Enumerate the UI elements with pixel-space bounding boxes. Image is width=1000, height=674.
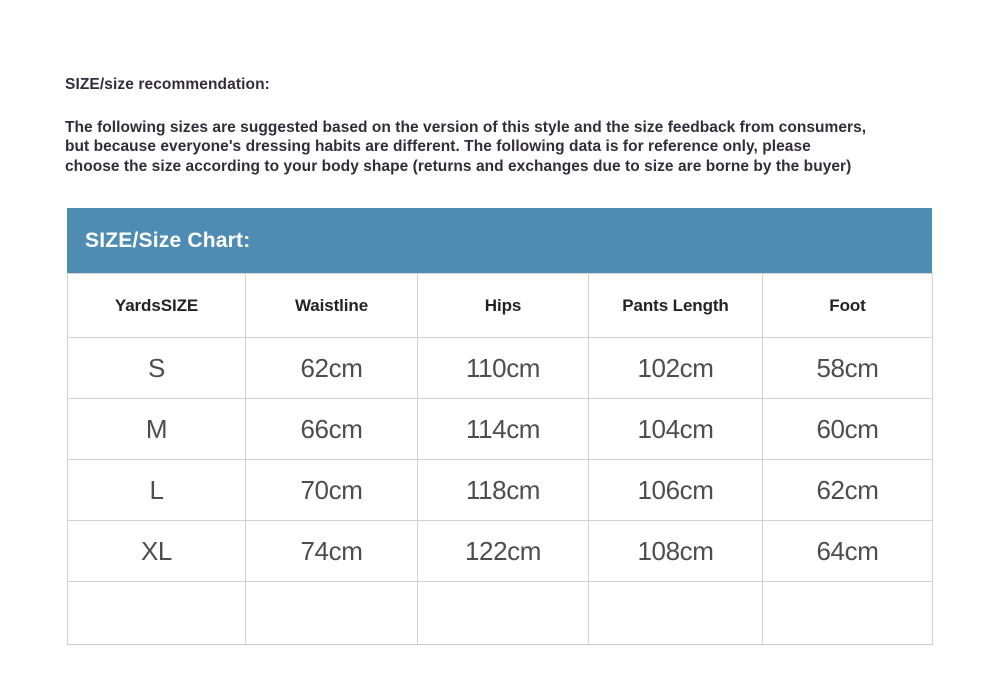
size-cell: L bbox=[68, 460, 246, 521]
empty-cell bbox=[763, 582, 933, 645]
hips-cell: 110cm bbox=[418, 338, 589, 399]
size-cell: XL bbox=[68, 521, 246, 582]
column-header-waistline: Waistline bbox=[246, 274, 418, 338]
size-cell: S bbox=[68, 338, 246, 399]
foot-cell: 60cm bbox=[763, 399, 933, 460]
size-chart-title: SIZE/Size Chart: bbox=[85, 228, 251, 252]
column-header-hips: Hips bbox=[418, 274, 589, 338]
hips-cell: 122cm bbox=[418, 521, 589, 582]
column-header-foot: Foot bbox=[763, 274, 933, 338]
size-table bbox=[67, 273, 933, 645]
recommendation-line-2: but because everyone's dressing habits are different. The following data is for reference only, please bbox=[65, 138, 811, 156]
foot-cell: 58cm bbox=[763, 338, 933, 399]
hips-cell: 114cm bbox=[418, 399, 589, 460]
foot-cell: 64cm bbox=[763, 521, 933, 582]
pants-length-cell: 106cm bbox=[589, 460, 763, 521]
size-cell: M bbox=[68, 399, 246, 460]
empty-cell bbox=[68, 582, 246, 645]
pants-length-cell: 104cm bbox=[589, 399, 763, 460]
column-header-pants-length: Pants Length bbox=[589, 274, 763, 338]
waistline-cell: 62cm bbox=[246, 338, 418, 399]
column-header-row bbox=[68, 274, 933, 338]
column-header-yardssize: YardsSIZE bbox=[68, 274, 246, 338]
pants-length-cell: 102cm bbox=[589, 338, 763, 399]
recommendation-text bbox=[65, 118, 866, 176]
empty-cell bbox=[418, 582, 589, 645]
table-row-xl bbox=[68, 521, 933, 582]
waistline-cell: 74cm bbox=[246, 521, 418, 582]
waistline-cell: 66cm bbox=[246, 399, 418, 460]
hips-cell: 118cm bbox=[418, 460, 589, 521]
recommendation-title: SIZE/size recommendation: bbox=[65, 76, 270, 93]
table-row-s bbox=[68, 338, 933, 399]
size-chart-header-bar bbox=[67, 208, 932, 273]
foot-cell: 62cm bbox=[763, 460, 933, 521]
recommendation-line-3: choose the size according to your body shape (returns and exchanges due to size are borne by the buyer) bbox=[65, 157, 852, 175]
size-chart-section bbox=[67, 208, 932, 645]
table-row-l bbox=[68, 460, 933, 521]
empty-cell bbox=[246, 582, 418, 645]
pants-length-cell: 108cm bbox=[589, 521, 763, 582]
waistline-cell: 70cm bbox=[246, 460, 418, 521]
table-row-m bbox=[68, 399, 933, 460]
recommendation-line-1: The following sizes are suggested based on the version of this style and the size feedback from consumers, bbox=[65, 119, 867, 136]
empty-cell bbox=[589, 582, 763, 645]
table-row-empty bbox=[68, 582, 933, 645]
